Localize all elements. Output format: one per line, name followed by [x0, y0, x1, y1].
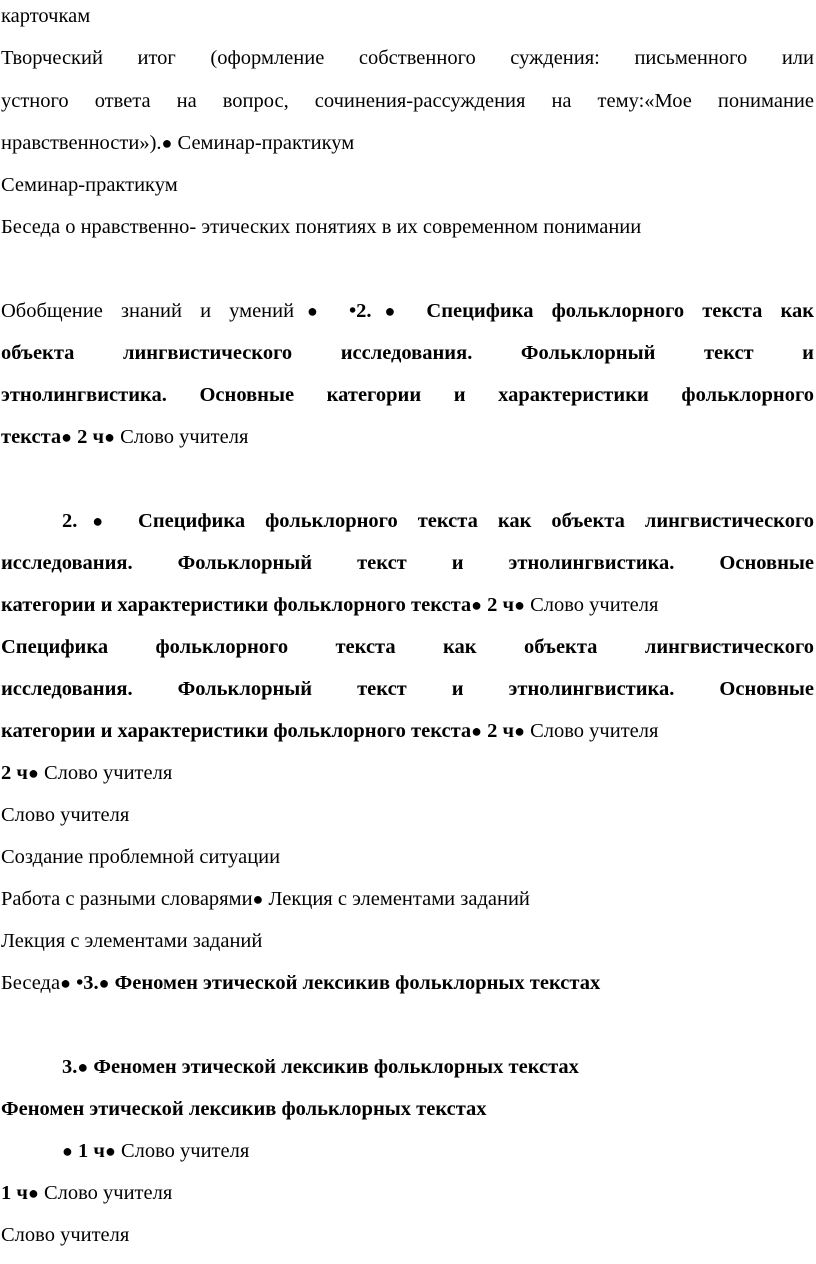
text-line: Беседа● •3.● Феномен этической лексикив фольклорных текстах [1, 972, 601, 994]
bullet-icon: ● [27, 1183, 39, 1203]
text-line: 1 ч● Слово учителя [1, 1182, 173, 1204]
bullet-icon: ● [104, 1141, 116, 1161]
text-line: исследования. Фольклорный текст и этнолингвистика. Основные [1, 552, 814, 574]
text-line: Лекция с элементами заданий [1, 930, 263, 952]
text-line: Беседа о нравственно- этических понятиях в их современном понимании [1, 216, 642, 238]
bullet-icon: ● [371, 301, 409, 321]
text-line: категории и характеристики фольклорного текста● 2 ч● Слово учителя [1, 720, 659, 742]
text-line: текста● 2 ч● Слово учителя [1, 426, 249, 448]
text-line: Семинар-практикум [1, 174, 178, 196]
bullet-icon: ● [104, 427, 115, 447]
bullet-icon: ● [27, 763, 39, 783]
bullet-icon: ● [514, 595, 525, 615]
text-line: Обобщение знаний и умений● •2.● Специфика фольклорного текста как [1, 300, 815, 322]
bullet-icon: ● [471, 595, 483, 615]
bullet-icon: ● [161, 133, 173, 153]
text-line: категории и характеристики фольклорного текста● 2 ч● Слово учителя [1, 594, 659, 616]
bullet-icon: ● [294, 301, 331, 321]
bullet-icon: ● [62, 1141, 73, 1161]
text-line: устного ответа на вопрос, сочинения-рассуждения на тему:«Мое понимание [1, 90, 814, 112]
text-line: 2.● Специфика фольклорного текста как объекта лингвистического [62, 510, 815, 532]
text-line: 2 ч● Слово учителя [1, 762, 173, 784]
text-line: карточкам [1, 5, 91, 27]
text-line: Слово учителя [1, 804, 130, 826]
text-line: Работа с разными словарями● Лекция с элементами заданий [1, 888, 530, 910]
text-line: Создание проблемной ситуации [1, 846, 281, 868]
text-line: Специфика фольклорного текста как объекта лингвистического [1, 636, 814, 658]
text-line: Феномен этической лексикив фольклорных текстах [1, 1098, 487, 1120]
text-line: ● 1 ч● Слово учителя [62, 1140, 250, 1162]
bullet-icon: ● [77, 511, 119, 531]
text-line: этнолингвистика. Основные категории и характеристики фольклорного [1, 384, 814, 406]
bullet-icon: ● [98, 973, 110, 993]
text-line: нравственности»).● Семинар-практикум [1, 132, 355, 154]
text-line: 3.● Феномен этической лексикив фольклорных текстах [62, 1056, 579, 1078]
text-line: исследования. Фольклорный текст и этнолингвистика. Основные [1, 678, 814, 700]
bullet-icon: ● [514, 721, 525, 741]
text-line: Слово учителя [1, 1224, 130, 1246]
bullet-icon: ● [471, 721, 483, 741]
text-line: объекта лингвистического исследования. Фольклорный текст и [1, 342, 814, 364]
text-line: Творческий итог (оформление собственного суждения: письменного или [1, 47, 814, 69]
bullet-icon: ● [61, 427, 73, 447]
bullet-icon: ● [77, 1057, 89, 1077]
bullet-icon: ● [60, 973, 71, 993]
bullet-icon: ● [252, 889, 264, 909]
